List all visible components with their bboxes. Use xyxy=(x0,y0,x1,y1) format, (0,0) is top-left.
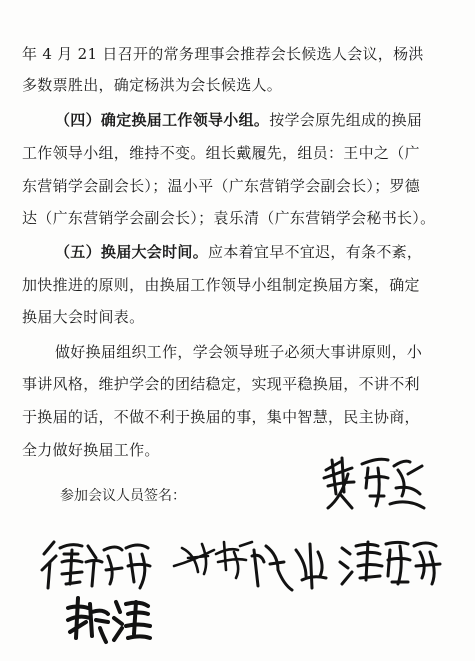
text-line-11: 事讲风格，维护学会的团结稳定，实现平稳换届，不讲不利 xyxy=(22,375,420,393)
section-5-paragraph-start xyxy=(55,242,422,262)
section-5-heading: （五）换届大会时间。 xyxy=(55,243,209,261)
text-line-13: 全力做好换届工作。 xyxy=(22,441,160,459)
signature-1 xyxy=(318,448,428,520)
text-line-12: 于换届的话，不做不利于换届的事，集中智慧，民主协商， xyxy=(22,408,420,426)
signature-label: 参加会议人员签名： xyxy=(60,488,186,504)
text-line-9: 换届大会时间表。 xyxy=(22,308,145,326)
section-4-heading: （四）确定换届工作领导小组。 xyxy=(55,111,270,129)
signature-6 xyxy=(62,592,154,648)
signature-2 xyxy=(38,532,156,594)
text-line-8: 加快推进的原则，由换届工作领导小组制定换届方案，确定 xyxy=(22,276,420,294)
text-line-6: 达（广东营销学会副会长）；袁乐清（广东营销学会秘书长）。 xyxy=(22,209,436,227)
signature-5 xyxy=(336,532,448,592)
signature-3 xyxy=(168,532,258,582)
signature-4 xyxy=(248,536,332,598)
section-4-paragraph-start xyxy=(55,110,422,130)
text-line-2: 多数票胜出，确定杨洪为会长候选人。 xyxy=(22,76,283,94)
text-line-10: 做好换届组织工作，学会领导班子必须大事讲原则，小 xyxy=(55,343,423,361)
text-line-4: 工作领导小组，维持不变。组长戴履先，组员：王中之（广 xyxy=(22,144,420,162)
section-5-text: 应本着宜早不宜迟，有条不紊， xyxy=(208,243,423,261)
text-line-5: 东营销学会副会长）；温小平（广东营销学会副会长）；罗德 xyxy=(22,177,421,195)
text-line-1: 年 4 月 21 日召开的常务理事会推荐会长候选人会议，杨洪 xyxy=(22,45,424,63)
section-4-text: 按学会原先组成的换届 xyxy=(269,111,423,129)
